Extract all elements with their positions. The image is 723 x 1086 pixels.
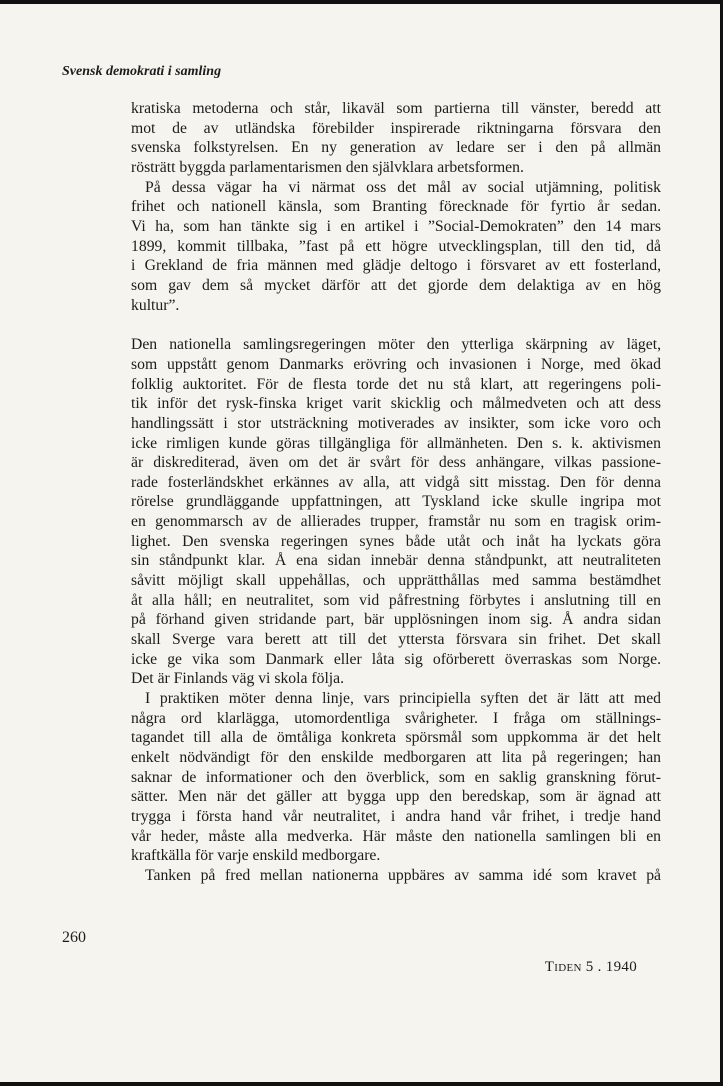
text-line: Den nationella samlingsregeringen möter den ytterliga skärpning av läget,: [131, 336, 661, 354]
paragraph: [131, 689, 661, 866]
text-line: icke rimligen kunde göras tillgängliga för allmänheten. Den s. k. aktivismen: [131, 434, 661, 452]
text-line: som gav dem så mycket därför att det gjorde dem delaktiga av en hög: [131, 276, 661, 294]
paragraph: [131, 99, 661, 178]
text-line: folklig auktoritet. För de flesta torde det nu stå klart, att regeringens poli-: [131, 375, 661, 393]
footer-separator: .: [597, 959, 602, 975]
text-line: frihet och nationell känsla, som Branting förecknade för fyrtio år sedan.: [131, 198, 661, 216]
text-line: rade fosterländskhet erkännes av alla, att vidgå sitt misstag. Den för denna: [131, 473, 661, 491]
text-line: som uppstått genom Danmarks erövring och invasionen i Norge, med ökad: [131, 355, 661, 373]
section-break: [131, 315, 661, 335]
text-line: 1899, kommit tillbaka, ”fast på ett högre utvecklingsplan, till den tid, då: [131, 237, 661, 255]
text-line: en genommarsch av de allierades trupper, framstår nu som en tragisk orim-: [131, 513, 661, 531]
text-line: saknar de informationer och den överblick, som en saklig granskning förut-: [131, 768, 661, 786]
text-line: kratiska metoderna och står, likaväl som partierna till vänster, beredd att: [131, 100, 661, 117]
page-number: 260: [62, 929, 86, 946]
body-text: [131, 99, 661, 886]
paragraph: [131, 335, 661, 689]
paragraph: [131, 866, 661, 886]
text-line: sin ståndpunkt klar. Å ena sidan innebär denna ståndpunkt, att neutraliteten: [131, 552, 661, 570]
text-line: några ord klarlägga, utomordentliga svårigheter. I fråga om ställnings-: [131, 709, 661, 727]
journal-name: Tiden: [544, 959, 582, 975]
scan-border-top: [0, 0, 723, 4]
text-line: kraftkälla för varje enskild medborgare.: [131, 847, 381, 865]
text-line: vår heder, måste alla medverka. Här måste den nationella samlingen bli en: [131, 827, 661, 845]
text-line: sätter. Men när det gäller att bygga upp den beredskap, som är ägnad att: [131, 788, 661, 806]
text-line: svenska folkstyrelsen. En ny generation av ledare ser i den på allmän: [131, 139, 661, 157]
text-line: i Grekland de fria männen med glädje deltogo i försvaret av ett fosterland,: [131, 257, 661, 275]
text-line: enkelt nödvändigt för den enskilde medborgaren att lita på regeringen; han: [131, 749, 661, 766]
year: 1940: [605, 959, 637, 975]
text-line: icke ge vika som Danmark eller låta sig oförberett överraskas som Norge.: [131, 650, 661, 668]
text-line: Vi ha, som han tänkte sig i en artikel i ”Social-Demokraten” den 14 mars: [131, 217, 661, 235]
issue-number: 5: [585, 959, 594, 975]
text-line: I praktiken möter denna linje, vars principiella syften det är lätt att med: [145, 690, 661, 708]
text-line: tagandet till alla de ömtåliga konkreta spörsmål som uppkomma är det helt: [131, 729, 661, 747]
text-line: skall Sverge vara berett att till det yttersta försvara sin frihet. Det skall: [131, 631, 661, 649]
text-line: tik inför det rysk-finska kriget varit skicklig och målmedveten och att dess: [131, 395, 661, 413]
paragraph: [131, 178, 661, 316]
text-line: är diskrediterad, även om det är svårt för dess anhängare, vilkas passione-: [131, 454, 661, 472]
text-line: Tanken på fred mellan nationerna uppbäres av samma idé som kravet på: [145, 866, 661, 884]
text-line: trygga i första hand vår neutralitet, i andra hand vår frihet, i tredje hand: [131, 807, 661, 825]
text-line: såvitt möjligt skall uppehållas, och upprätthållas med samma bestämdhet: [131, 572, 661, 590]
text-line: På dessa vägar ha vi närmat oss det mål av social utjämning, politisk: [145, 178, 661, 196]
text-line: lighet. Den svenska regeringen synes både utåt och inåt ha lyckats göra: [131, 532, 661, 550]
text-line: Det är Finlands väg vi skola följa.: [131, 670, 345, 688]
journal-footer: [545, 959, 637, 976]
text-line: handlingssätt i stor utsträckning motiverades av insikter, som icke voro och: [131, 414, 661, 432]
text-line: på förhand given stridande part, bär upplösningen inom sig. Å andra sidan: [131, 611, 661, 629]
text-line: kultur”.: [131, 296, 180, 314]
text-line: åt alla håll; en neutralitet, som vid påfrestning förbytes i anslutning till en: [131, 591, 661, 609]
scan-border-bottom: [0, 1082, 723, 1086]
text-line: mot de av utländska förebilder inspirerade riktningarna försvara den: [131, 119, 661, 137]
running-head: Svensk demokrati i samling: [62, 64, 222, 79]
text-line: rösträtt byggda parlamentarismen den självklara arbetsformen.: [131, 158, 524, 176]
text-line: rörelse grundläggande uppfattningen, att Tyskland icke skulle ingripa mot: [131, 493, 661, 511]
